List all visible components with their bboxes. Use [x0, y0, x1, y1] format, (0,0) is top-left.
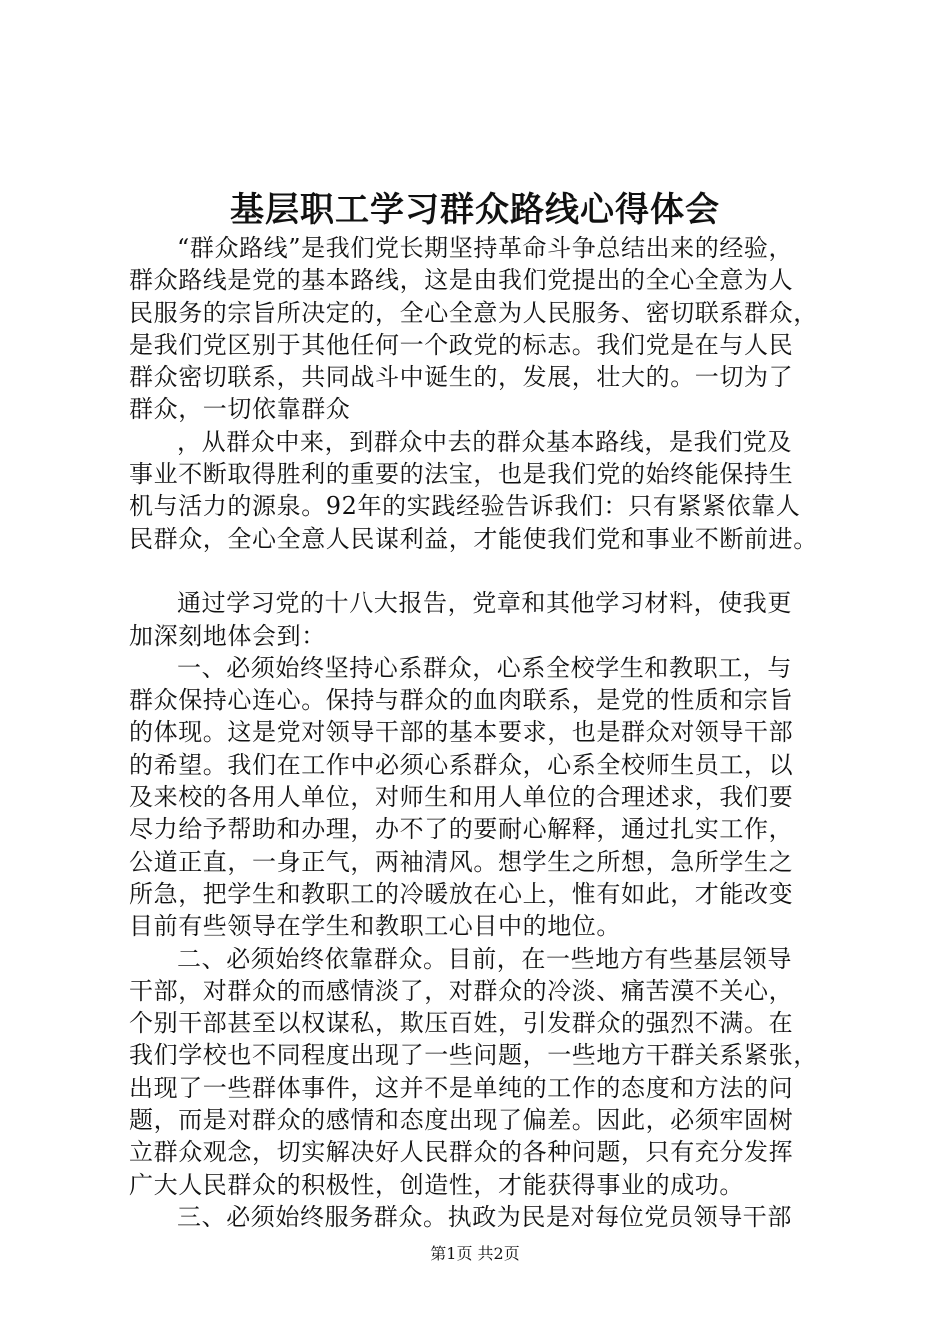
text-line: 出现了一些群体事件，这并不是单纯的工作的态度和方法的问 [129, 1073, 794, 1102]
text-line: 所急，把学生和教职工的冷暖放在心上，惟有如此，才能改变 [129, 879, 794, 908]
text-line: 群众，一切依靠群众 [129, 395, 351, 424]
text-line: 加深刻地体会到： [129, 621, 326, 650]
text-line [129, 555, 859, 587]
text-line: 立群众观念，切实解决好人民群众的各种问题，只有充分发挥 [129, 1138, 794, 1167]
document-body [129, 232, 859, 1233]
text-line: 公道正直，一身正气，两袖清风。想学生之所想，急所学生之 [129, 847, 794, 876]
text-line: 群众保持心连心。保持与群众的血肉联系，是党的性质和宗旨 [129, 686, 794, 715]
page-footer: 第1页 共2页 [430, 1244, 520, 1263]
document-title: 基层职工学习群众路线心得体会 [230, 190, 720, 230]
text-line: 事业不断取得胜利的重要的法宝，也是我们党的始终能保持生 [129, 460, 794, 489]
text-line: 我们学校也不同程度出现了一些问题，一些地方干群关系紧张， [129, 1041, 818, 1070]
text-line: 尽力给予帮助和办理，办不了的要耐心解释，通过扎实工作， [129, 815, 794, 844]
text-line: 通过学习党的十八大报告，党章和其他学习材料，使我更 [177, 589, 792, 618]
text-line: 群众密切联系，共同战斗中诞生的，发展，壮大的。一切为了 [129, 363, 794, 392]
text-line: 的希望。我们在工作中必须心系群众，心系全校师生员工，以 [129, 750, 794, 779]
text-line: 三、必须始终服务群众。执政为民是对每位党员领导干部 [177, 1202, 792, 1231]
text-line: 干部，对群众的而感情淡了，对群众的冷淡、痛苦漠不关心， [129, 976, 794, 1005]
text-line: 二、必须始终依靠群众。目前，在一些地方有些基层领导 [177, 944, 792, 973]
text-line: 的体现。这是党对领导干部的基本要求，也是群众对领导干部 [129, 718, 794, 747]
text-line: 民服务的宗旨所决定的，全心全意为人民服务、密切联系群众， [129, 298, 818, 327]
text-line: ，从群众中来，到群众中去的群众基本路线，是我们党及 [177, 427, 792, 456]
text-line: 个别干部甚至以权谋私，欺压百姓，引发群众的强烈不满。在 [129, 1009, 794, 1038]
text-line: “群众路线”是我们党长期坚持革命斗争总结出来的经验， [177, 234, 794, 262]
text-line: 一、必须始终坚持心系群众，心系全校学生和教职工，与 [177, 653, 792, 682]
text-line: 机与活力的源泉。92年的实践经验告诉我们：只有紧紧依靠人 [129, 492, 801, 521]
text-line: 民群众，全心全意人民谋利益，才能使我们党和事业不断前进。 [129, 524, 818, 553]
text-line: 目前有些领导在学生和教职工心目中的地位。 [129, 912, 621, 941]
text-line: 是我们党区别于其他任何一个政党的标志。我们党是在与人民 [129, 330, 794, 359]
text-line: 及来校的各用人单位，对师生和用人单位的合理述求，我们要 [129, 783, 794, 812]
text-line: 广大人民群众的积极性，创造性，才能获得事业的成功。 [129, 1170, 744, 1199]
text-line: 群众路线是党的基本路线，这是由我们党提出的全心全意为人 [129, 266, 794, 295]
text-line: 题，而是对群众的感情和态度出现了偏差。因此，必须牢固树 [129, 1106, 794, 1135]
